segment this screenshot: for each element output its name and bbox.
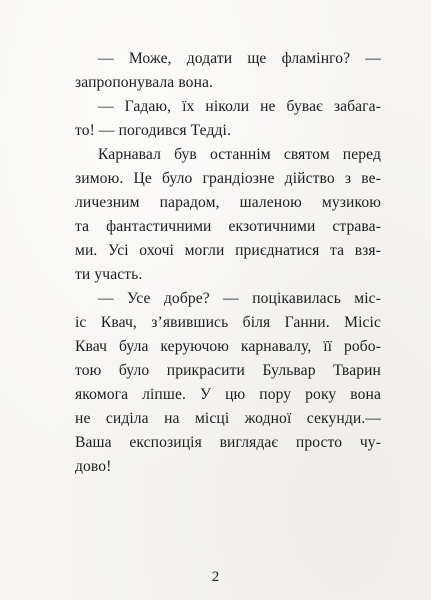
- page-text: [75, 47, 381, 479]
- text-line: зимою. Це було грандіозне дійство з ве-: [75, 170, 381, 187]
- text-line: — Гадаю, їх ніколи не буває забага-: [98, 98, 381, 115]
- text-line: та фантастичними екзотичними страва-: [75, 218, 381, 235]
- text-line: не сиділа на місці жодної секунди.—: [75, 410, 381, 427]
- text-line: то! — погодився Тедді.: [75, 122, 231, 139]
- text-line: Карнавал був останнім святом перед: [98, 146, 381, 163]
- text-line: ти участь.: [75, 266, 143, 283]
- text-line: — Усе добре? — поцікавилась міс-: [98, 290, 381, 307]
- text-line: ми. Усі охочі могли приєднатися та взя-: [75, 242, 381, 259]
- text-line: тою було прикрасити Бульвар Тварин: [75, 362, 381, 379]
- text-line: личезним парадом, шаленою музикою: [75, 194, 381, 211]
- text-line: дово!: [75, 458, 112, 475]
- text-line: Ваша експозиція виглядає просто чу-: [75, 434, 381, 451]
- text-line: якомога ліпше. У цю пору року вона: [75, 386, 381, 403]
- text-line: — Може, додати ще фламінго? —: [98, 50, 381, 67]
- text-line: іс Квач, з’явившись біля Ганни. Місіс: [75, 314, 381, 331]
- page-number: 2: [211, 569, 220, 585]
- text-line: Квач була керуючою карнавалу, її робо-: [75, 338, 381, 355]
- text-line: запропонувала вона.: [75, 74, 214, 91]
